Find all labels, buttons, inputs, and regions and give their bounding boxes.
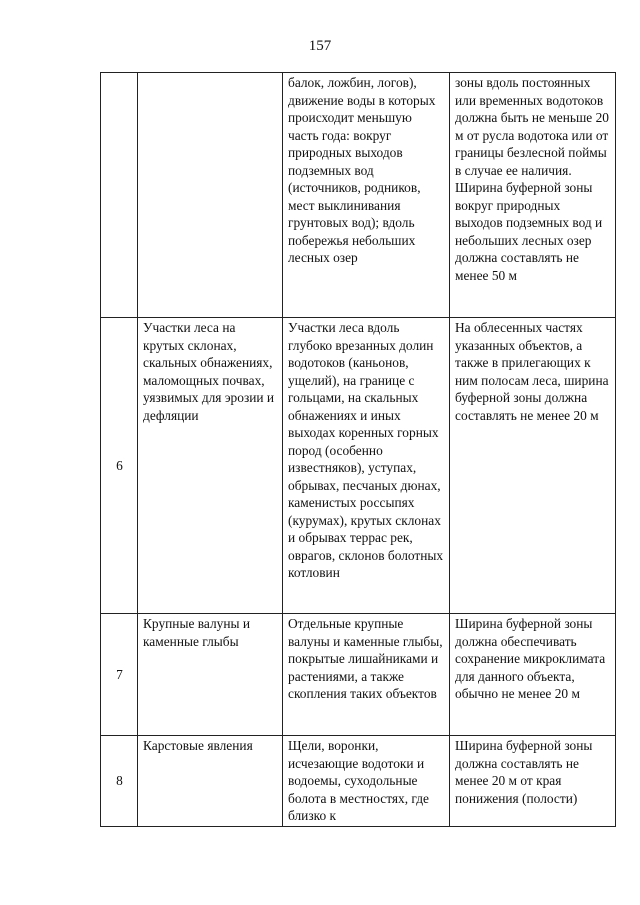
table-row <box>101 73 616 318</box>
table-row <box>101 736 616 827</box>
row-number: 8 <box>101 736 138 827</box>
object-cell: Карстовые явления <box>138 736 283 827</box>
buffer-zone-cell: зоны вдоль постоянных или временных водотоков должна быть не меньше 20 м от русла водотока или от границы безлесной поймы в случае ее наличия. Ширина буферной зоны вокруг природных выходов подземных вод и небольших лесных озер должна составлять не менее 50 м <box>450 73 616 318</box>
description-cell: балок, ложбин, логов), движение воды в которых происходит меньшую часть года: вокруг природных выходов подземных вод (источников, родников, мест выклинивания грунтовых вод); вдоль побережья небольших лесных озер <box>283 73 450 318</box>
object-cell <box>138 73 283 318</box>
row-number <box>101 73 138 318</box>
page-number: 157 <box>308 38 332 54</box>
table-row <box>101 614 616 736</box>
object-cell: Участки леса на крутых склонах, скальных обнажениях, маломощных почвах, уязвимых для эрозии и дефляции <box>138 318 283 614</box>
buffer-zone-cell: Ширина буферной зоны должна обеспечивать сохранение микроклимата для данного объекта, обычно не менее 20 м <box>450 614 616 736</box>
buffer-zone-cell: На облесенных частях указанных объектов, а также в прилегающих к ним полосам леса, ширина буферной зоны должна составлять не менее 20 м <box>450 318 616 614</box>
buffer-zone-cell: Ширина буферной зоны должна составлять не менее 20 м от края понижения (полости) <box>450 736 616 827</box>
table-row <box>101 318 616 614</box>
description-cell: Отдельные крупные валуны и каменные глыбы, покрытые лишайниками и растениями, а также скопления таких объектов <box>283 614 450 736</box>
description-cell: Щели, воронки, исчезающие водотоки и водоемы, суходольные болота в местностях, где близко к <box>283 736 450 827</box>
row-number: 7 <box>101 614 138 736</box>
row-number: 6 <box>101 318 138 614</box>
object-cell: Крупные валуны и каменные глыбы <box>138 614 283 736</box>
description-cell: Участки леса вдоль глубоко врезанных долин водотоков (каньонов, ущелий), на границе с гольцами, на скальных обнажениях и иных выходах коренных горных пород (особенно известняков), уступах, обрывах, песчаных дюнах, каменистых россыпях (курумах), крутых склонах и обрывах террас рек, оврагов, склонов болотных котловин <box>283 318 450 614</box>
buffer-zone-table <box>100 72 616 827</box>
